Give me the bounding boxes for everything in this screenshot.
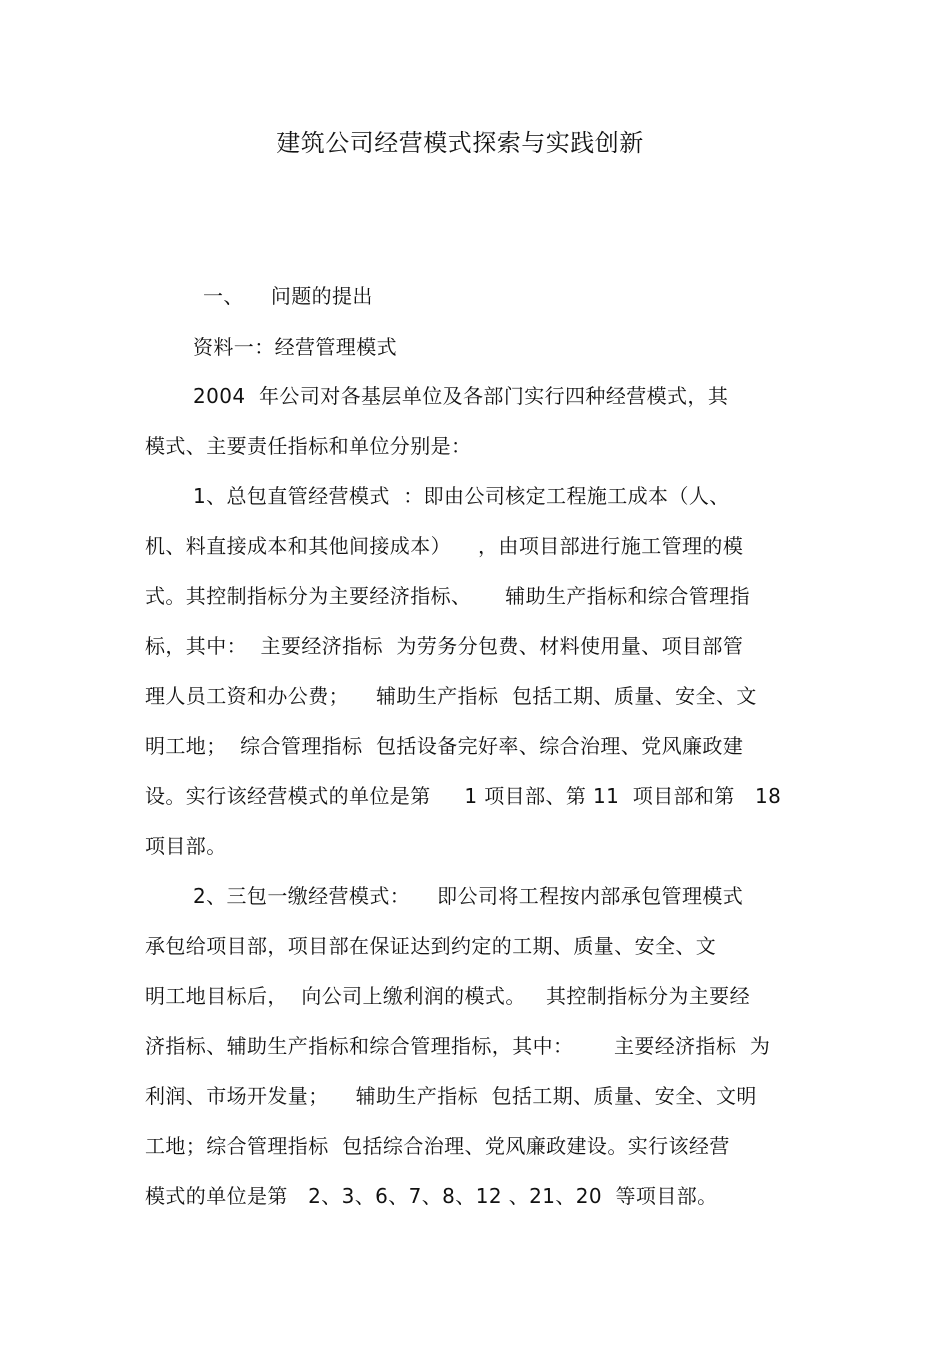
paragraph-line: 2、三包一缴经营模式： 即公司将工程按内部承包管理模式	[193, 884, 744, 908]
paragraph-line: 机、料直接成本和其他间接成本） ，由项目部进行施工管理的模	[145, 534, 744, 558]
paragraph-line: 利润、市场开发量； 辅助生产指标 包括工期、质量、安全、文明	[145, 1084, 757, 1108]
paragraph-line: 理人员工资和办公费； 辅助生产指标 包括工期、质量、安全、文	[145, 684, 757, 708]
document-title: 建筑公司经营模式探索与实践创新	[276, 129, 644, 157]
paragraph-line: 模式、主要责任指标和单位分别是：	[145, 434, 472, 458]
paragraph-line: 明工地目标后， 向公司上缴利润的模式。 其控制指标分为主要经	[145, 984, 750, 1008]
paragraph-line: 承包给项目部，项目部在保证达到约定的工期、质量、安全、文	[145, 934, 717, 958]
paragraph-line: 模式的单位是第 2、3、6、7、8、12 、21、20 等项目部。	[145, 1184, 718, 1208]
paragraph-line: 明工地； 综合管理指标 包括设备完好率、综合治理、党风廉政建	[145, 734, 744, 758]
paragraph-line: 设。实行该经营模式的单位是第 1 项目部、第 11 项目部和第 18	[145, 784, 782, 808]
paragraph-line: 济指标、辅助生产指标和综合管理指标，其中： 主要经济指标 为	[145, 1034, 771, 1058]
paragraph-line: 标，其中： 主要经济指标 为劳务分包费、材料使用量、项目部管	[145, 634, 744, 658]
subheading: 资料一：经营管理模式	[193, 335, 397, 359]
paragraph-line: 工地；综合管理指标 包括综合治理、党风廉政建设。实行该经营	[145, 1134, 730, 1158]
paragraph-line: 2004 年公司对各基层单位及各部门实行四种经营模式，其	[193, 384, 729, 408]
section-heading: 一、 问题的提出	[203, 284, 373, 308]
paragraph-line: 1、总包直管经营模式 ：即由公司核定工程施工成本（人、	[193, 484, 730, 508]
paragraph-line: 项目部。	[145, 834, 227, 858]
paragraph-line: 式。其控制指标分为主要经济指标、 辅助生产指标和综合管理指	[145, 584, 750, 608]
